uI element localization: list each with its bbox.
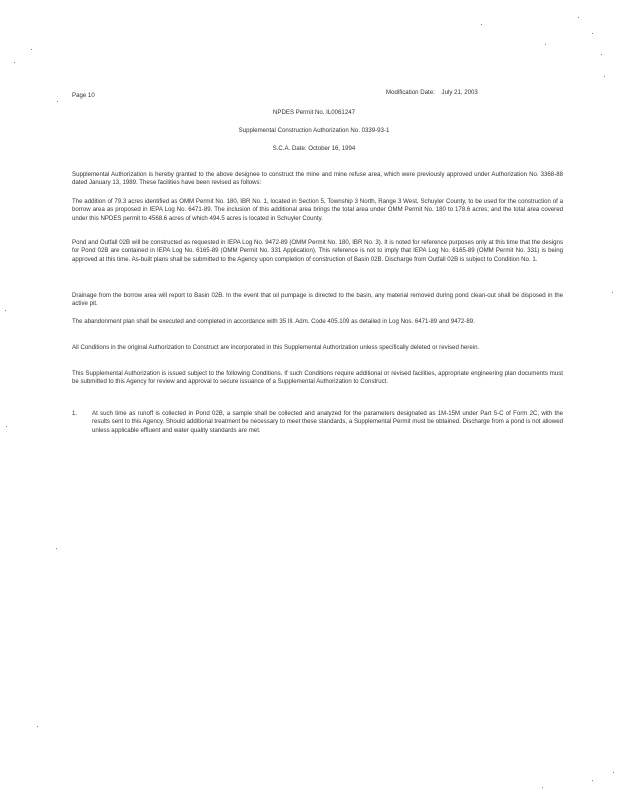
paragraph-conditions-issued: This Supplemental Authorization is issued subject to the following Conditions. If such Conditions require additional or revised facilities, appropriate engineering plan documents must be submitted to this Agency for review and approval to secure issuance of a Supplemental Authorization to Construct. [72, 370, 563, 386]
paragraph-pond-outfall: Pond and Outfall 02B will be constructed as requested in IEPA Log No. 9472-89 (OMM Permit No. 180, IBR No. 3). It is noted for reference purposes only at this time that the designs for Pond 02B are contained in IEPA Log No. 6165-89 (OMM Permit No. 331 Application). This reference is not to imply that IEPA Log No. 6165-89 (OMM Permit No. 331) is being approved at this time. As-built plans shall be submitted to the Agency upon completion of construction of Basin 02B. Discharge from Outfall 02B is subject to Condition No. 1. [72, 239, 563, 263]
scan-speck [578, 17, 579, 18]
scan-speck [57, 101, 58, 102]
scan-speck [6, 426, 7, 427]
paragraph-conditions-incorporated: All Conditions in the original Authorization to Construct are incorporated in this Supplemental Authorization unless specifically deleted or revised herein. [72, 344, 480, 351]
permit-number: NPDES Permit No. IL0061247 [273, 109, 355, 116]
scan-speck [37, 726, 38, 727]
scan-speck [31, 49, 32, 50]
scan-speck [612, 292, 613, 293]
scan-speck [545, 44, 546, 45]
paragraph-borrow-area: The addition of 79.3 acres identified as OMM Permit No. 180, IBR No. 1, located in Section 5, Township 3 North, Range 3 West, Schuyler County, to be used for the construction of a borrow area as proposed in IEPA Log No. 6471-89. The inclusion of this additional area brings the total area under OMM Permit No. 180 to 178.6 acres; and the total area covered under this NPDES permit to 4568.6 acres of which 494.5 acres is located in Schuyler County. [72, 198, 563, 222]
condition-text: At such time as runoff is collected in Pond 02B, a sample shall be collected and analyzed for the parameters designated as 1M-15M under Part 5-C of Form 2C, with the results sent to this Agency. Should additional treatment be necessary to meet these standards, a Supplemental Permit must be obtained. Discharge from a pond is not allowed unless applicable effluent and water quality standards are met. [92, 410, 563, 434]
scan-speck [592, 780, 593, 781]
authorization-number: Supplemental Construction Authorization No. 0339-93-1 [238, 127, 390, 134]
scan-speck [481, 24, 482, 25]
scan-speck [5, 310, 6, 311]
paragraph-abandonment: The abandonment plan shall be executed and completed in accordance with 35 Ill. Adm. Code 405.109 as detailed in Log Nos. 6471-89 and 9472-89. [72, 318, 475, 325]
scan-speck [604, 76, 605, 77]
condition-number: 1. [72, 410, 78, 417]
scan-speck [56, 548, 57, 549]
page-number: Page 10 [72, 92, 95, 99]
paragraph-drainage: Drainage from the borrow area will report to Basin 02B. In the event that oil pumpage is directed to the basin, any material removed during pond clean-out shall be disposed in the active pit. [72, 292, 563, 308]
scan-speck [613, 772, 614, 773]
scan-speck [592, 33, 593, 34]
scan-speck [14, 62, 15, 63]
scan-speck [601, 54, 602, 55]
modification-date: Modification Date: July 21, 2003 [386, 89, 478, 96]
paragraph-intro: Supplemental Authorization is hereby granted to the above designee to construct the mine and mine refuse area, which were previously approved under Authorization No. 3368-88 dated January 13, 1989. These facilities have been revised as follows: [72, 171, 563, 187]
sca-date: S.C.A. Date: October 16, 1994 [272, 145, 356, 152]
scan-speck [542, 787, 543, 788]
